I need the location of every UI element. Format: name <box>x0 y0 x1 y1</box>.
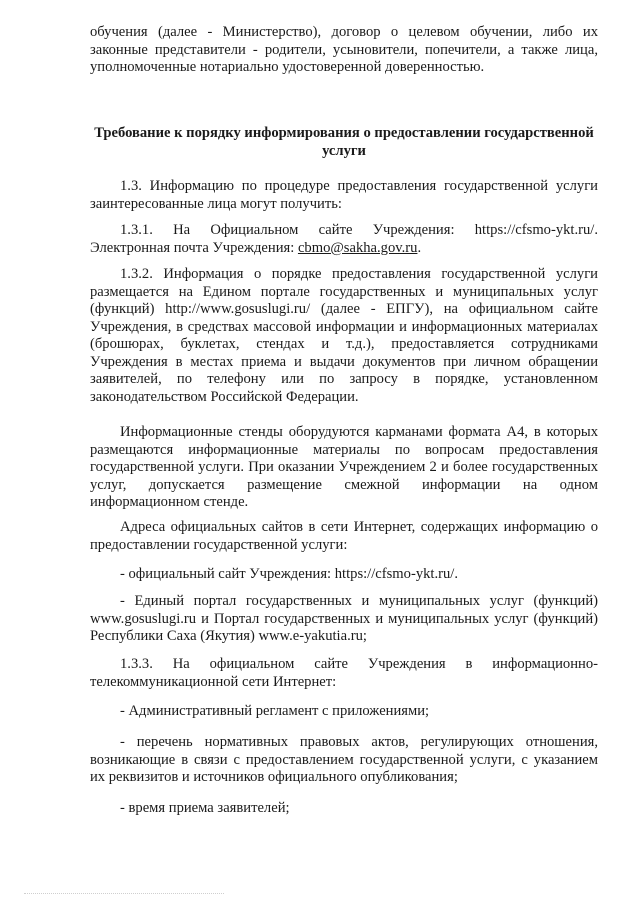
paragraph-1-3-1 <box>90 222 598 257</box>
scan-artifact-divider <box>24 893 224 896</box>
paragraph-legal-acts: - перечень нормативных правовых актов, регулирующих отношения, возникающие в связи с предоставлением государственной услуги, с указанием их реквизитов и источников официального опубликования; <box>90 734 598 785</box>
paragraph-1-3-2: 1.3.2. Информация о порядке предоставления государственной услуги размещается на Едином портале государственных и муниципальных услуг (функций) http://www.gosuslugi.ru/ (далее - ЕПГУ), на официальном сайте Учреждения, в средствах массовой информации и информационных материалах (брошюрах, буклетах, стендах и т.д.), предоставляется сотрудниками Учреждения в местах приема и выдачи документов при личном обращении заявителей, по телефону или по запросу в порядке, установленном законодательством Российской Федерации. <box>90 266 598 405</box>
paragraph-1-3-1-text: 1.3.1. На Официальном сайте Учреждения: https://cfsmo-ykt.ru/. Электронная почта Учреждения: <box>90 222 598 256</box>
email-link[interactable]: cbmo@sakha.gov.ru <box>297 239 418 256</box>
intro-paragraph: обучения (далее - Министерство), договор о целевом обучении, либо их законные представители - родители, усыновители, попечители, а также лица, уполномоченные нотариально удостоверенной доверенностью. <box>90 24 598 75</box>
paragraph-reception-time: - время приема заявителей; <box>120 800 290 816</box>
paragraph-portals: - Единый портал государственных и муниципальных услуг (функций) www.gosuslugi.ru и Портал государственных и муниципальных услуг (функций) Республики Саха (Якутия) www.e-yakutia.ru; <box>90 593 598 644</box>
section-heading: Требование к порядку информирования о предоставлении государственной услуги <box>94 125 594 159</box>
paragraph-addresses: Адреса официальных сайтов в сети Интернет, содержащих информацию о предоставлении государственной услуги: <box>90 519 598 553</box>
paragraph-1-3: 1.3. Информацию по процедуре предоставления государственной услуги заинтересованные лица могут получить: <box>90 178 598 212</box>
paragraph-reglament: - Административный регламент с приложениями; <box>120 703 430 719</box>
paragraph-1-3-3: 1.3.3. На официальном сайте Учреждения в информационно-телекоммуникационной сети Интернет: <box>90 656 598 690</box>
paragraph-1-3-1-end: . <box>417 239 422 256</box>
paragraph-official-site: - официальный сайт Учреждения: https://cfsmo-ykt.ru/. <box>120 566 458 582</box>
paragraph-info-stands: Информационные стенды оборудуются карманами формата А4, в которых размещаются информационные материалы по вопросам предоставления государственной услуги. При оказании Учреждением 2 и более государственных услуг, допускается размещение смежной информации на одном информационном стенде. <box>90 424 598 510</box>
